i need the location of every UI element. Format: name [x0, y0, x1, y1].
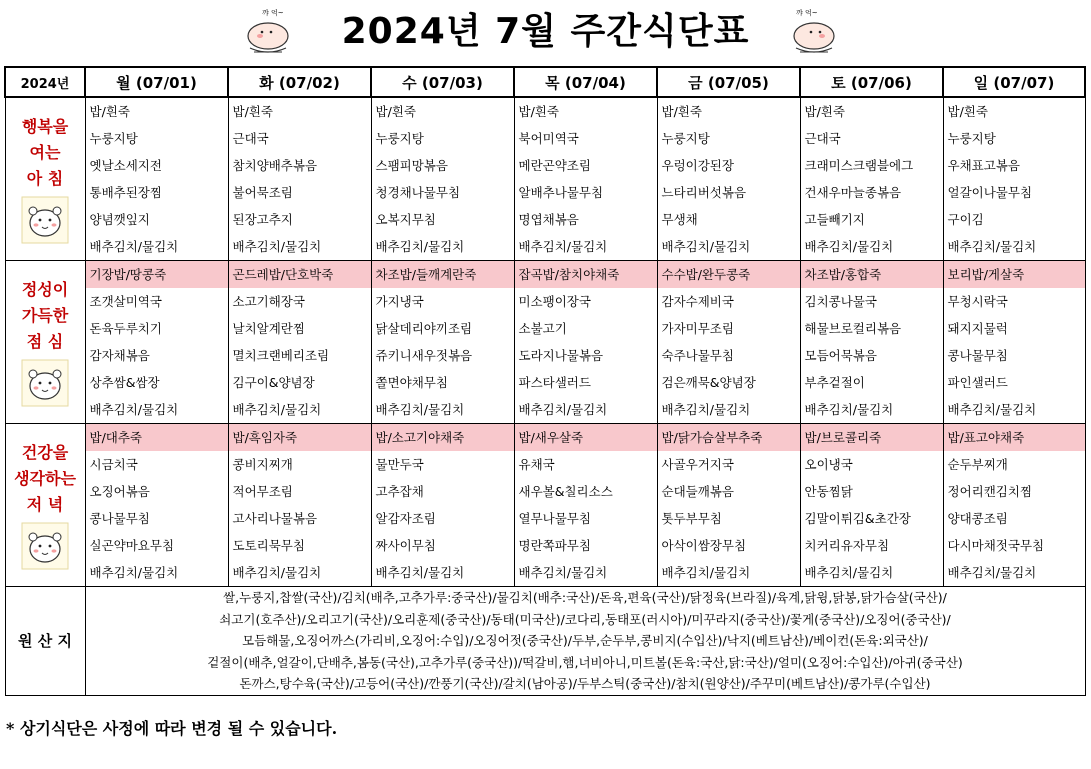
main-dish: 밥/표고야채죽 [944, 424, 1085, 451]
side-dish: 북어미역국 [518, 131, 579, 146]
main-dish: 기장밥/땅콩죽 [86, 261, 228, 288]
day-menu-cell [228, 97, 371, 261]
side-dish: 쥬키니새우젓볶음 [375, 348, 473, 363]
side-dish: 멸치크랜베리조림 [232, 348, 330, 363]
day-header: 토 (07/06) [800, 67, 943, 97]
side-dish: 참치양배추볶음 [232, 158, 318, 173]
meal-label: 점 심 [26, 332, 64, 351]
main-dish: 밥/흰죽 [375, 104, 416, 119]
side-dish: 누룽지탕 [375, 131, 424, 146]
side-dish: 톳두부무침 [661, 511, 722, 526]
side-dish: 배추김치/물김치 [375, 565, 465, 580]
side-dish: 열무나물무침 [518, 511, 591, 526]
side-dish: 우채표고볶음 [947, 158, 1020, 173]
page-title: 2024년 7월 주간식단표 [341, 11, 750, 52]
side-dish: 배추김치/물김치 [947, 565, 1037, 580]
day-menu-cell [943, 261, 1085, 424]
meal-rows [5, 97, 1085, 587]
side-dish: 순두부찌개 [947, 457, 1008, 472]
side-dish: 누룽지탕 [89, 131, 138, 146]
side-dish: 다시마채젓국무침 [947, 538, 1045, 553]
day-menu-cell [514, 424, 657, 587]
main-dish: 보리밥/게살죽 [944, 261, 1085, 288]
side-dish: 도토리묵무침 [232, 538, 305, 553]
side-dish: 배추김치/물김치 [661, 402, 751, 417]
side-dish: 상추쌈&쌈장 [89, 375, 160, 390]
year-header: 2024년 [5, 67, 85, 97]
meal-label: 행복을 [21, 117, 69, 136]
weekly-menu-table [4, 66, 1086, 696]
origin-label: 원 산 지 [5, 587, 85, 696]
origin-line: 겉절이(배추,얼갈이,단배추,봄동(국산),고추가루(중국산))/떡갈비,햄,너비아니,미트볼(돈육:국산,닭:국산)/얼미(오징어:수입산)/아귀(중국산) [207, 654, 963, 670]
side-dish: 소고기해장국 [232, 294, 305, 309]
side-dish: 김치콩나물국 [804, 294, 877, 309]
day-menu-cell [800, 261, 943, 424]
side-dish: 불어묵조림 [232, 185, 293, 200]
side-dish: 순대들깨볶음 [661, 484, 734, 499]
side-dish: 누룽지탕 [661, 131, 710, 146]
side-dish: 모듬어묵볶음 [804, 348, 877, 363]
day-menu-cell [657, 424, 800, 587]
side-dish: 배추김치/물김치 [947, 402, 1037, 417]
side-dish: 돈육두루치기 [89, 321, 162, 336]
meal-row [5, 97, 1085, 261]
side-dish: 배추김치/물김치 [804, 402, 894, 417]
meal-row [5, 424, 1085, 587]
day-menu-cell [514, 261, 657, 424]
side-dish: 도라지나물볶음 [518, 348, 604, 363]
meal-label-cell [5, 424, 85, 587]
side-dish: 고사리나물볶음 [232, 511, 318, 526]
meal-label-cell [5, 261, 85, 424]
side-dish: 배추김치/물김치 [661, 239, 751, 254]
origin-line: 쇠고기(호주산)/오리고기(국산)/오리훈제(중국산)/동태(미국산)/코다리,동태포(러시아)/미꾸라지(중국산)/꽃게(중국산)/오징어(중국산)/ [219, 611, 951, 627]
mascot-caption: 꺄 억~ [262, 9, 284, 17]
main-dish: 밥/소고기야채죽 [372, 424, 514, 451]
side-dish: 적어무조림 [232, 484, 293, 499]
side-dish: 누룽지탕 [947, 131, 996, 146]
side-dish: 파인샐러드 [947, 375, 1008, 390]
side-dish: 배추김치/물김치 [232, 402, 322, 417]
side-dish: 양대콩조림 [947, 511, 1008, 526]
side-dish: 미소팽이장국 [518, 294, 591, 309]
side-dish: 파스타샐러드 [518, 375, 591, 390]
side-dish: 해물브로컬리볶음 [804, 321, 902, 336]
side-dish: 돼지지물럭 [947, 321, 1008, 336]
day-menu-cell [800, 97, 943, 261]
main-dish: 곤드레밥/단호박죽 [229, 261, 371, 288]
mascot-hamster-icon [786, 6, 842, 58]
side-dish: 오징어볶음 [89, 484, 150, 499]
side-dish: 배추김치/물김치 [89, 239, 179, 254]
cartoon-mascot-icon [21, 522, 69, 570]
side-dish: 옛날소세지전 [89, 158, 162, 173]
side-dish: 오복지무침 [375, 212, 436, 227]
main-dish: 밥/닭가슴살부추죽 [658, 424, 800, 451]
side-dish: 배추김치/물김치 [804, 239, 894, 254]
main-dish: 차조밥/들깨계란죽 [372, 261, 514, 288]
main-dish: 수수밥/완두콩죽 [658, 261, 800, 288]
side-dish: 검은깨묵&양념장 [661, 375, 756, 390]
side-dish: 가자미무조림 [661, 321, 734, 336]
side-dish: 배추김치/물김치 [661, 565, 751, 580]
side-dish: 쫄면야채무침 [375, 375, 448, 390]
side-dish: 소불고기 [518, 321, 567, 336]
side-dish: 크래미스크램블에그 [804, 158, 914, 173]
header-row [5, 67, 1085, 97]
side-dish: 새우볼&칠리소스 [518, 484, 613, 499]
side-dish: 근대국 [804, 131, 841, 146]
side-dish: 짜사이무침 [375, 538, 436, 553]
title-row [0, 0, 1091, 62]
side-dish: 고추잡채 [375, 484, 424, 499]
side-dish: 건새우마늘종볶음 [804, 185, 902, 200]
side-dish: 안동찜닭 [804, 484, 853, 499]
side-dish: 부추겉절이 [804, 375, 865, 390]
side-dish: 배추김치/물김치 [89, 565, 179, 580]
side-dish: 김말이튀김&초간장 [804, 511, 911, 526]
main-dish: 밥/흰죽 [232, 104, 273, 119]
side-dish: 김구이&양념장 [232, 375, 315, 390]
origin-line: 돈까스,탕수육(국산)/고등어(국산)/깐풍기(국산)/갈치(남아공)/두부스틱(중국산)/참치(원양산)/주꾸미(베트남산)/콩가루(수입산) [239, 676, 931, 691]
main-dish: 밥/새우살죽 [515, 424, 657, 451]
menu-change-note: * 상기식단은 사정에 따라 변경 될 수 있습니다. [6, 719, 338, 738]
side-dish: 배추김치/물김치 [375, 239, 465, 254]
day-menu-cell [228, 424, 371, 587]
day-menu-cell [85, 97, 228, 261]
side-dish: 배추김치/물김치 [375, 402, 465, 417]
side-dish: 치커리유자무침 [804, 538, 890, 553]
main-dish: 밥/흰죽 [947, 104, 988, 119]
side-dish: 실곤약마요무침 [89, 538, 175, 553]
origin-line: 모듬해물,오징어까스(가리비,오징어:수입)/오징어젓(중국산)/두부,순두부,콩비지(수입산)/낙지(베트남산)/베이컨(돈육:외국산)/ [242, 633, 928, 648]
side-dish: 숙주나물무침 [661, 348, 734, 363]
side-dish: 된장고추지 [232, 212, 293, 227]
side-dish: 배추김치/물김치 [232, 565, 322, 580]
side-dish: 아삭이쌈장무침 [661, 538, 747, 553]
day-header: 목 (07/04) [514, 67, 657, 97]
side-dish: 유채국 [518, 457, 555, 472]
day-menu-cell [228, 261, 371, 424]
side-dish: 사골우거지국 [661, 457, 734, 472]
side-dish: 시금치국 [89, 457, 138, 472]
main-dish: 밥/흰죽 [89, 104, 130, 119]
side-dish: 무청시락국 [947, 294, 1008, 309]
side-dish: 메란곤약조림 [518, 158, 591, 173]
side-dish: 명란쪽파무침 [518, 538, 591, 553]
origin-row [5, 587, 1085, 696]
day-menu-cell [371, 261, 514, 424]
side-dish: 청경채나물무침 [375, 185, 461, 200]
side-dish: 날치알계란찜 [232, 321, 305, 336]
origin-text [85, 587, 1085, 696]
side-dish: 콩나물무침 [947, 348, 1008, 363]
meal-label: 생각하는 [14, 469, 76, 488]
side-dish: 조갯살미역국 [89, 294, 162, 309]
meal-label: 가득한 [21, 306, 69, 325]
day-header: 화 (07/02) [228, 67, 371, 97]
side-dish: 콩비지찌개 [232, 457, 293, 472]
meal-label: 저 녁 [26, 495, 64, 514]
side-dish: 명엽채볶음 [518, 212, 579, 227]
day-menu-cell [85, 424, 228, 587]
side-dish: 우렁이강된장 [661, 158, 734, 173]
day-menu-cell [943, 97, 1085, 261]
main-dish: 밥/흰죽 [518, 104, 559, 119]
day-menu-cell [657, 261, 800, 424]
meal-row [5, 261, 1085, 424]
side-dish: 콩나물무침 [89, 511, 150, 526]
side-dish: 감자수제비국 [661, 294, 734, 309]
mascot-caption: 꺄 억~ [796, 9, 818, 17]
side-dish: 얼갈이나물무침 [947, 185, 1033, 200]
day-menu-cell [371, 424, 514, 587]
side-dish: 구이김 [947, 212, 984, 227]
side-dish: 알배추나물무침 [518, 185, 604, 200]
side-dish: 배추김치/물김치 [947, 239, 1037, 254]
side-dish: 가지냉국 [375, 294, 424, 309]
meal-label: 정성이 [21, 280, 69, 299]
side-dish: 양념깻잎지 [89, 212, 150, 227]
side-dish: 근대국 [232, 131, 269, 146]
main-dish: 밥/흑임자죽 [229, 424, 371, 451]
day-menu-cell [371, 97, 514, 261]
meal-label-cell [5, 97, 85, 261]
day-menu-cell [514, 97, 657, 261]
main-dish: 밥/브로콜리죽 [801, 424, 943, 451]
main-dish: 밥/흰죽 [804, 104, 845, 119]
meal-label: 건강을 [21, 443, 69, 462]
side-dish: 물만두국 [375, 457, 424, 472]
cartoon-mascot-icon [21, 359, 69, 407]
side-dish: 고들빼기지 [804, 212, 865, 227]
side-dish: 통배추된장찜 [89, 185, 162, 200]
side-dish: 알감자조림 [375, 511, 436, 526]
side-dish: 정어리캔김치찜 [947, 484, 1033, 499]
day-menu-cell [657, 97, 800, 261]
side-dish: 배추김치/물김치 [518, 239, 608, 254]
side-dish: 배추김치/물김치 [89, 402, 179, 417]
side-dish: 배추김치/물김치 [232, 239, 322, 254]
main-dish: 잡곡밥/참치야채죽 [515, 261, 657, 288]
side-dish: 배추김치/물김치 [518, 402, 608, 417]
day-menu-cell [85, 261, 228, 424]
day-header: 금 (07/05) [657, 67, 800, 97]
main-dish: 차조밥/홍합죽 [801, 261, 943, 288]
side-dish: 배추김치/물김치 [804, 565, 894, 580]
day-header: 일 (07/07) [943, 67, 1085, 97]
side-dish: 감자채볶음 [89, 348, 150, 363]
cartoon-mascot-icon [21, 196, 69, 244]
side-dish: 스팸피망볶음 [375, 158, 448, 173]
day-menu-cell [800, 424, 943, 587]
side-dish: 오이냉국 [804, 457, 853, 472]
main-dish: 밥/대추죽 [86, 424, 228, 451]
side-dish: 닭살데리야끼조림 [375, 321, 473, 336]
meal-label: 여는 [29, 143, 61, 162]
main-dish: 밥/흰죽 [661, 104, 702, 119]
day-header: 월 (07/01) [85, 67, 228, 97]
side-dish: 느타리버섯볶음 [661, 185, 747, 200]
meal-label: 아 침 [26, 169, 64, 188]
origin-line: 쌀,누룽지,찹쌀(국산)/김치(배추,고추가루:중국산)/물김치(배추:국산)/돈육,편육(국산)/닭정육(브라질)/육계,닭윙,닭봉,닭가슴살(국산)/ [223, 590, 947, 605]
day-menu-cell [943, 424, 1085, 587]
side-dish: 배추김치/물김치 [518, 565, 608, 580]
day-header: 수 (07/03) [371, 67, 514, 97]
side-dish: 무생채 [661, 212, 698, 227]
